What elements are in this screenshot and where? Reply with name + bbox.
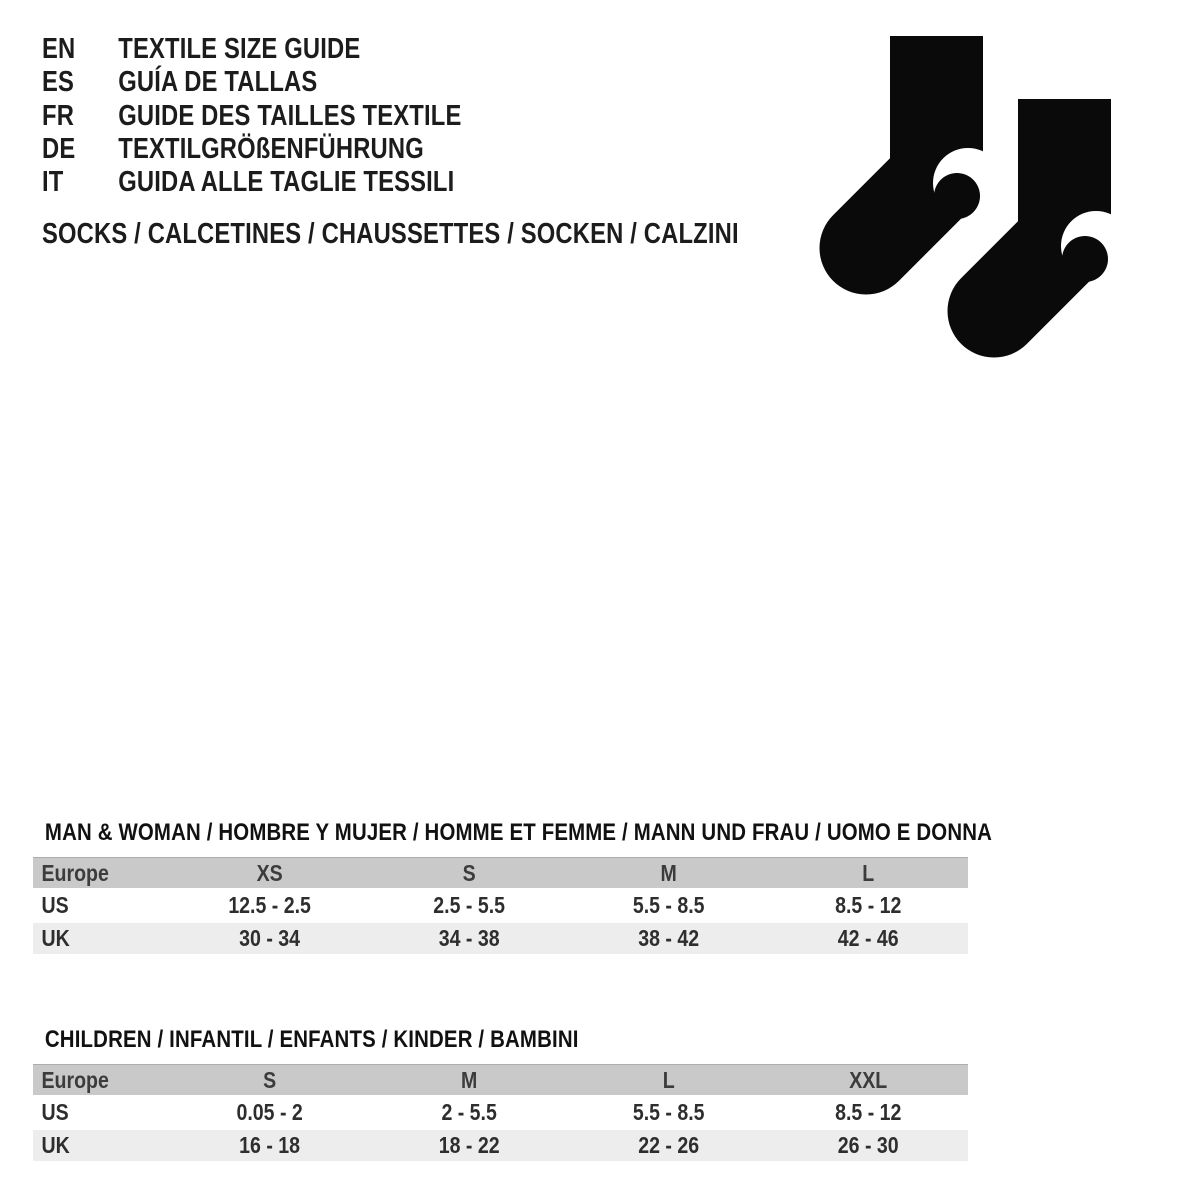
size-cell: 5.5 - 8.5 bbox=[632, 1099, 705, 1125]
size-cell: 8.5 - 12 bbox=[835, 892, 902, 918]
region-cell: US bbox=[41, 892, 69, 918]
size-cell: 12.5 - 2.5 bbox=[228, 892, 311, 918]
size-cell: 30 - 34 bbox=[239, 925, 301, 951]
size-cell: 26 - 30 bbox=[837, 1132, 899, 1158]
language-title: GUIDE DES TAILLES TEXTILE bbox=[118, 99, 462, 132]
size-cell: 5.5 - 8.5 bbox=[632, 892, 705, 918]
language-row bbox=[42, 133, 567, 166]
language-title: GUÍA DE TALLAS bbox=[118, 66, 318, 99]
language-title: TEXTILE SIZE GUIDE bbox=[118, 33, 361, 65]
column-header: XS bbox=[256, 860, 283, 886]
size-cell: 2 - 5.5 bbox=[441, 1099, 497, 1125]
language-row bbox=[42, 66, 567, 99]
table-header-row bbox=[33, 1064, 968, 1095]
table-header-row bbox=[33, 857, 968, 888]
language-code: EN bbox=[42, 33, 76, 65]
size-table bbox=[33, 857, 968, 954]
language-row bbox=[42, 33, 567, 66]
column-header: Europe bbox=[41, 1067, 109, 1093]
size-cell: 2.5 - 5.5 bbox=[433, 892, 506, 918]
size-cell: 22 - 26 bbox=[638, 1132, 700, 1158]
language-row bbox=[42, 100, 567, 133]
language-list bbox=[42, 33, 567, 199]
size-cell: 18 - 22 bbox=[438, 1132, 500, 1158]
column-header: Europe bbox=[41, 860, 109, 886]
size-cell: 34 - 38 bbox=[438, 925, 500, 951]
size-cell: 16 - 18 bbox=[239, 1132, 301, 1158]
language-row bbox=[42, 166, 567, 199]
size-table-man-woman bbox=[33, 819, 993, 956]
table-row bbox=[33, 1130, 968, 1161]
table-row bbox=[33, 1097, 968, 1128]
region-cell: UK bbox=[41, 925, 70, 951]
size-cell: 38 - 42 bbox=[638, 925, 700, 951]
language-code: ES bbox=[42, 66, 75, 99]
region-cell: UK bbox=[41, 1132, 70, 1158]
table-row bbox=[33, 923, 968, 954]
language-title: GUIDA ALLE TAGLIE TESSILI bbox=[118, 166, 455, 199]
column-header: L bbox=[862, 860, 875, 886]
column-header: S bbox=[462, 860, 476, 886]
table-title: MAN & WOMAN / HOMBRE Y MUJER / HOMME ET FEMME / MANN UND FRAU / UOMO E DONNA bbox=[44, 819, 993, 846]
size-cell: 42 - 46 bbox=[837, 925, 899, 951]
language-title: TEXTILGRÖßENFÜHRUNG bbox=[118, 132, 424, 165]
socks-icon bbox=[818, 28, 1118, 363]
language-code: IT bbox=[42, 166, 64, 199]
language-code: FR bbox=[42, 99, 75, 132]
table-title: CHILDREN / INFANTIL / ENFANTS / KINDER / BAMBINI bbox=[44, 1026, 579, 1053]
size-cell: 8.5 - 12 bbox=[835, 1099, 902, 1125]
language-code: DE bbox=[42, 132, 76, 165]
category-line: SOCKS / CALCETINES / CHAUSSETTES / SOCKEN / CALZINI bbox=[42, 218, 739, 250]
column-header: L bbox=[662, 1067, 675, 1093]
column-header: S bbox=[263, 1067, 277, 1093]
column-header: M bbox=[461, 1067, 478, 1093]
size-table bbox=[33, 1064, 968, 1161]
region-cell: US bbox=[41, 1099, 69, 1125]
size-table-children bbox=[33, 1028, 968, 1163]
column-header: M bbox=[660, 860, 677, 886]
table-row bbox=[33, 890, 968, 921]
column-header: XXL bbox=[849, 1067, 888, 1093]
size-cell: 0.05 - 2 bbox=[236, 1099, 303, 1125]
